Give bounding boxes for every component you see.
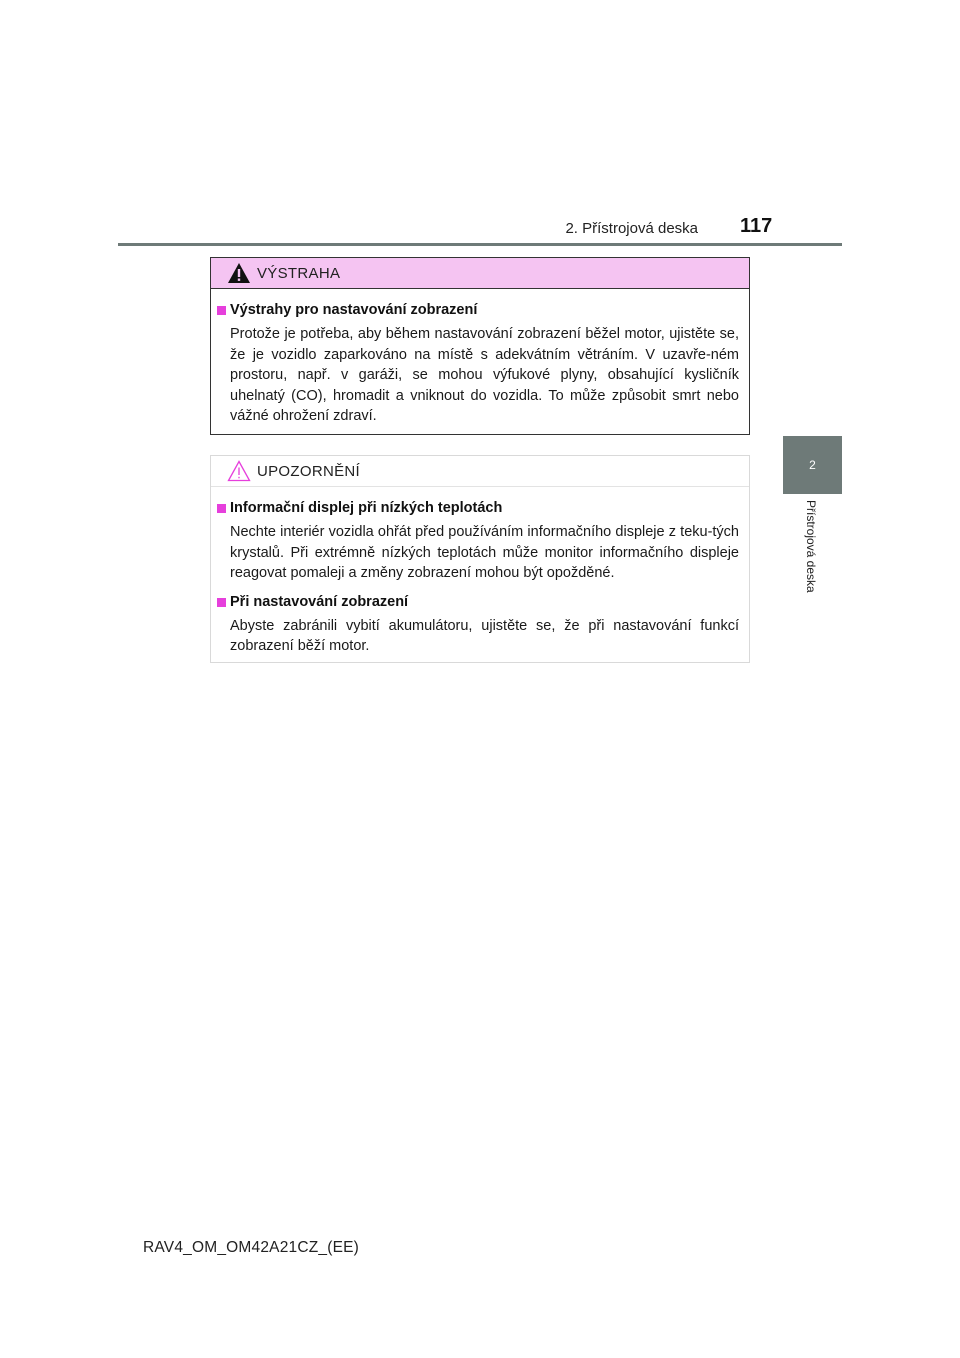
page-number: 117 — [740, 215, 773, 237]
document-code: RAV4_OM_OM42A21CZ_(EE) — [143, 1239, 360, 1256]
caution-triangle-icon — [227, 460, 251, 482]
caution-heading: UPOZORNĚNÍ — [257, 462, 361, 480]
warning-box — [210, 257, 750, 435]
chapter-tab[interactable] — [783, 436, 842, 494]
square-bullet-icon — [217, 598, 226, 607]
section-title: 2. Přístrojová deska — [565, 220, 698, 237]
caution-item-text: Nechte interiér vozidla ohřát před používáním informačního displeje z teku-tých krystalů. Při extrémně nízkých teplotách může monitor informačního displeje reagovat pomaleji a změny zobrazení mohou být opožděné. — [230, 524, 739, 581]
caution-item-title-text: Informační displej při nízkých teplotách — [230, 500, 503, 516]
warning-body — [211, 289, 749, 427]
warning-header — [211, 258, 749, 289]
caution-header — [211, 456, 749, 487]
warning-item-title — [217, 300, 739, 321]
caution-item-title — [217, 592, 739, 613]
caution-item — [217, 592, 739, 657]
caution-item — [217, 498, 739, 584]
warning-triangle-icon — [227, 262, 251, 284]
caution-item-text: Abyste zabránili vybití akumulátoru, ujistěte se, že při nastavování funkcí zobrazení běží motor. — [230, 617, 739, 654]
warning-item — [217, 300, 739, 427]
chapter-label: Přístrojová deska — [804, 500, 818, 593]
header-rule — [118, 243, 842, 246]
warning-item-text: Protože je potřeba, aby během nastavování zobrazení běžel motor, ujistěte se, že je vozidlo zaparkováno na místě s adekvátním větráním. V uzavře-ném prostoru, např. v garáži, se mohou výfukové plyny, obsahující kysličník uhelnatý (CO), hromadit a vniknout do vozidla. To může způsobit smrt nebo vážné ohrožení zdraví. — [230, 326, 739, 424]
square-bullet-icon — [217, 504, 226, 513]
warning-item-title-text: Výstrahy pro nastavování zobrazení — [230, 302, 478, 318]
chapter-number: 2 — [809, 458, 816, 472]
caution-item-title-text: Při nastavování zobrazení — [230, 593, 409, 610]
caution-item-title — [217, 498, 739, 519]
warning-heading: VÝSTRAHA — [257, 264, 341, 282]
chapter-label-container — [800, 500, 822, 620]
caution-body — [211, 487, 749, 657]
square-bullet-icon — [217, 306, 226, 315]
caution-box — [210, 455, 750, 663]
